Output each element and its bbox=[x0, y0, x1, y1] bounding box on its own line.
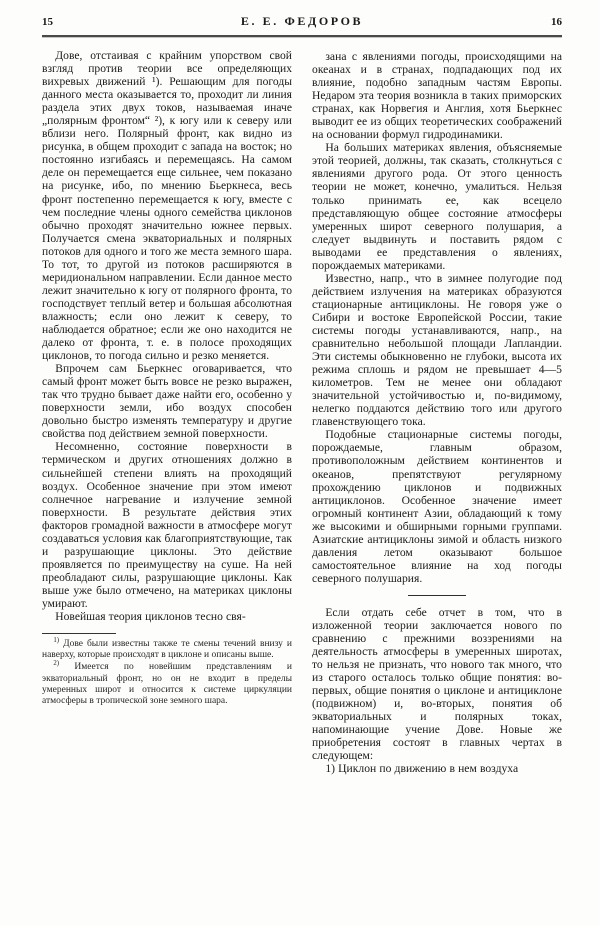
footnote-item bbox=[42, 636, 292, 661]
footnote-marker: 1) bbox=[53, 636, 60, 644]
left-column bbox=[42, 50, 292, 906]
footnote-text: Дове были известны также те смены течений внизу и наверху, которые происходят в циклоне и описаны выше. bbox=[42, 639, 292, 661]
footnote-block bbox=[42, 636, 292, 707]
paragraph: зана с явлениями погоды, происходящими на океанах и в странах, подпадающих под их влияние, подобно западным частям Европы. Недаром эта теория возникла в таких приморских странах, как Норвегия и Англия, хотя Бьеркнес выводит ее из общих теоретических соображений на основании формул гидродинамики. bbox=[312, 50, 562, 142]
paragraph: Известно, напр., что в зимнее полугодие под действием излучения на материках образуются стационарные антициклоны. Не говоря уже о Сибири и востоке Европейской России, такие системы погоды устанавливаются, напр., на сравнительно небольшой площади Лапландии. Эти системы обыкновенно не глубоки, высота их режима сплошь и рядом не превышает 4—5 километров. Тем не менее они обладают значительной устойчивостью и, по-видимому, нелегко поддаются действию того или другого главенствующего тока. bbox=[312, 271, 562, 429]
paragraph: На больших материках явления, объясняемые этой теорией, должны, так сказать, столкнуться с явлениями другого рода. От этого ценность теории не может, конечно, умалиться. Нельзя только принимать ее, как всецело представляющую общее состояние атмосферы умеренных широт северного полушария, а следует выдвинуть и поставить рядом с выводами ее представления о явлениях, порождаемых материками. bbox=[312, 141, 562, 272]
two-column-body bbox=[42, 50, 562, 906]
footnote-divider bbox=[42, 633, 116, 634]
section-divider bbox=[408, 595, 466, 596]
header-divider bbox=[42, 35, 562, 37]
paragraph: Новейшая теория циклонов тесно свя- bbox=[55, 611, 246, 624]
footnote-text: Имеется по новейшим представлениям и экваториальный фронт, но он не входит в пределы умеренных широт и относится к системе циркуляции атмосферы в тропической зоне земного шара. bbox=[42, 662, 292, 707]
paragraph: Впрочем сам Бьеркнес оговаривается, что самый фронт может быть вовсе не резко выражен, так что трудно бывает даже найти его, особенно у поверхности земли, ибо воздух способен довольно быстро изменять температуру и другие свойства под действием земной поверхности. bbox=[42, 363, 292, 441]
paragraph: 1) Циклон по движению в нем воздуха bbox=[325, 762, 519, 776]
running-head bbox=[42, 14, 562, 34]
footnote-item bbox=[42, 662, 292, 707]
paragraph: Несомненно, состояние поверхности в термическом и других отношениях должно в сильнейшей степени влиять на проходящий воздух. Особенное значение при этом имеют солнечное нагревание и излучение земной поверхности. В результате действия этих факторов громадной важности в атмосфере могут создаваться условия как благоприятствующие, так и разрушающие циклоны. Это действие проявляется по преимуществу на суше. На ней преобладают силы, разрушающие циклоны. Как выше уже было отмечено, на материках циклоны умирают. bbox=[42, 441, 292, 610]
folio-right: 16 bbox=[551, 16, 562, 28]
right-column bbox=[312, 50, 562, 906]
paragraph: Подобные стационарные системы погоды, порождаемые, главным образом, противоположным действием континентов и океанов, препятствуют регулярному прохождению циклонов и подвижных антициклонов. Особенное значение имеет огромный континент Азии, обладающий к тому же высокими и обширными горными группами. Азиатские антициклоны зимой и область низкого давления летом оказывают большое самостоятельное влияние на ход погоды северного полушария. bbox=[312, 428, 562, 585]
folio-left: 15 bbox=[42, 16, 53, 28]
page-title: Е. Е. ФЕДОРОВ bbox=[240, 14, 364, 28]
paragraph: Дове, отстаивая с крайним упорством свой взгляд против теории все определяющих вихревых движений ¹). Решающим для погоды данного места оказывается то, проходит ли линия раздела этих двух токов, называемая иначе „полярным фронтом“ ²), к югу или к северу или вблизи него. Полярный фронт, как видно из рисунка, в общем проходит с запада на восток; но постоянно изгибаясь и перемещаясь. На самом деле он перемещается еще сильнее, чем показано на рисунке, ибо, по мнению Бьеркнеса, весь фронт постепенно перемещается к югу, вместе с чем последние члены одного семейства циклонов обычно проходят значительно южнее первых. Получается смена экваториальных и полярных потоков для одного и того же места земного шара. То тот, то другой из потоков расширяются в меридиональном направлении. Если данное место лежит значительно к югу от полярного фронта, то господствует теплый ветер и большая абсолютная влажность; если оно лежит к северу, то наблюдается обратное; если же оно находится не далеко от фронта, т. е. в полосе проходящих циклонов, то погода сильно и резко меняется. bbox=[42, 50, 292, 363]
footnote-marker: 2) bbox=[53, 660, 60, 668]
paragraph: Если отдать себе отчет в том, что в изложенной теории заключается нового по сравнению с прежними воззрениями на деятельность атмосферы в умеренных широтах, то нельзя не признать, что нового так много, что из старого осталось только общие понятия: во-первых, общие понятия о циклоне и антициклоне (подвижном) и, во-вторых, понятия об экваториальных и полярных токах, напоминающие учение Дове. Новые же приобретения состоят в главных чертах в следующем: bbox=[312, 605, 562, 763]
